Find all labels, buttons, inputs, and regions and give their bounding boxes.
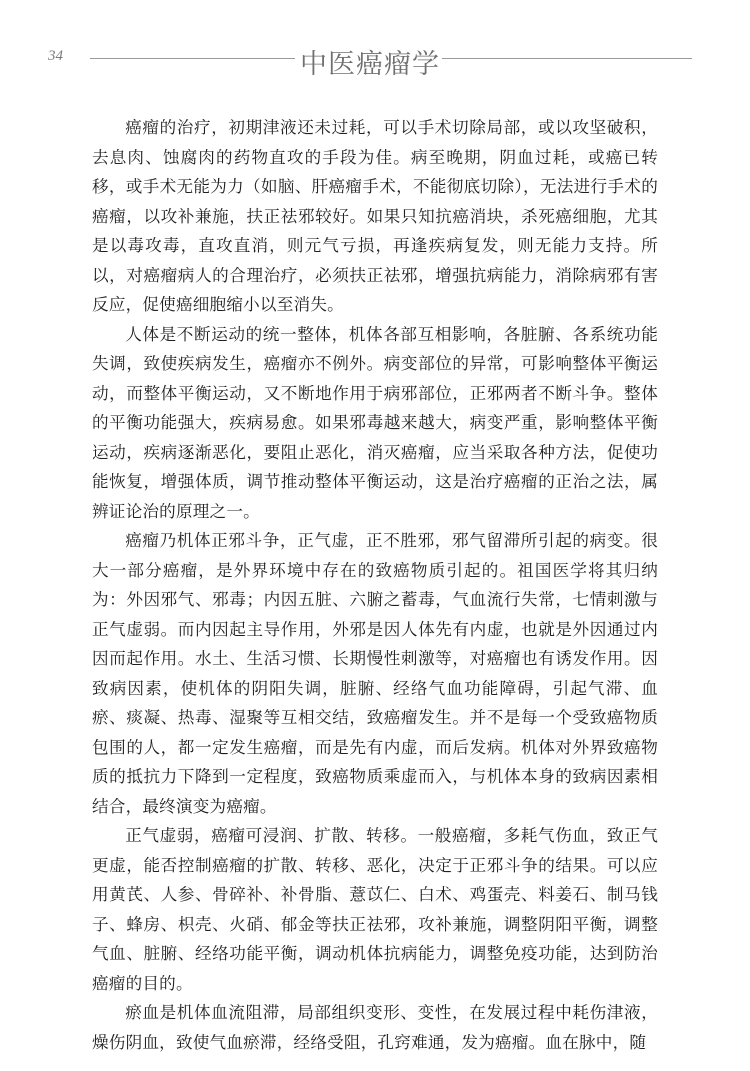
page-number: 34 (48, 48, 63, 64)
book-title: 中医癌瘤学 (300, 49, 440, 80)
paragraph: 瘀血是机体血流阻滞，局部组织变形、变性，在发展过程中耗伤津液，燥伤阴血，致使气血瘀滞，经络受阻，孔窍难通，发为癌瘤。血在脉中，随 (92, 1003, 658, 1052)
page-header (0, 42, 750, 78)
body-text (92, 113, 658, 1057)
header-rule-left (90, 58, 295, 59)
paragraph: 癌瘤乃机体正邪斗争，正气虚，正不胜邪，邪气留滞所引起的病变。很大一部分癌瘤，是外界环境中存在的致癌物质引起的。祖国医学将其归纳为：外因邪气、邪毒；内因五脏、六腑之蓄毒，气血流行失常，七情刺激与正气虚弱。而内因起主导作用，外邪是因人体先有内虚，也就是外因通过内因而起作用。水土、生活习惯、长期慢性刺激等，对癌瘤也有诱发作用。因致病因素，使机体的阴阳失调，脏腑、经络气血功能障碍，引起气滞、血瘀、痰凝、热毒、湿聚等互相交结，致癌瘤发生。并不是每一个受致癌物质包围的人，都一定发生癌瘤，而是先有内虚，而后发病。机体对外界致癌物质的抵抗力下降到一定程度，致癌物质乘虚而入，与机体本身的致病因素相结合，最终演变为癌瘤。 (92, 531, 658, 816)
paragraph: 正气虚弱，癌瘤可浸润、扩散、转移。一般癌瘤，多耗气伤血，致正气更虚，能否控制癌瘤的扩散、转移、恶化，决定于正邪斗争的结果。可以应用黄芪、人参、骨碎补、补骨脂、薏苡仁、白术、鸡蛋壳、料姜石、制马钱子、蜂房、枳壳、火硝、郁金等扶正祛邪，攻补兼施，调整阴阳平衡，调整气血、脏腑、经络功能平衡，调动机体抗病能力，调整免疫功能，达到防治癌瘤的目的。 (92, 826, 658, 993)
paragraph: 癌瘤的治疗，初期津液还未过耗，可以手术切除局部，或以攻坚破积，去息肉、蚀腐肉的药物直攻的手段为佳。病至晚期，阴血过耗，或癌已转移，或手术无能为力（如脑、肝癌瘤手术，不能彻底切除），无法进行手术的癌瘤，以攻补兼施，扶正祛邪较好。如果只知抗癌消块，杀死癌细胞，尤其是以毒攻毒，直攻直消，则元气亏损，再逢疾病复发，则无能力支持。所以，对癌瘤病人的合理治疗，必须扶正祛邪，增强抗病能力，消除病邪有害反应，促使癌细胞缩小以至消失。 (92, 118, 658, 314)
header-rule-right (442, 58, 692, 59)
paragraph: 人体是不断运动的统一整体，机体各部互相影响，各脏腑、各系统功能失调，致使疾病发生，癌瘤亦不例外。病变部位的异常，可影响整体平衡运动，而整体平衡运动，又不断地作用于病邪部位，正邪两者不断斗争。整体的平衡功能强大，疾病易愈。如果邪毒越来越大，病变严重，影响整体平衡运动，疾病逐渐恶化，要阻止恶化，消灭癌瘤，应当采取各种方法，促使功能恢复，增强体质，调节推动整体平衡运动，这是治疗癌瘤的正治之法，属辨证论治的原理之一。 (92, 324, 658, 521)
